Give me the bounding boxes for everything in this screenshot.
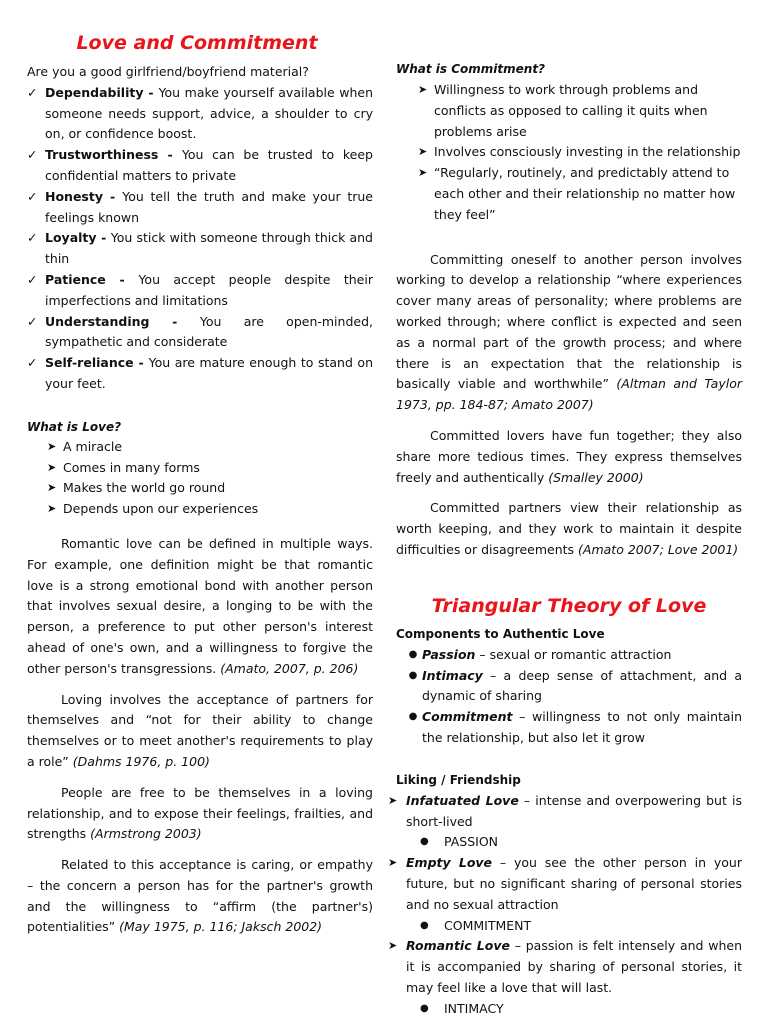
trait-item: ✓ Loyalty - You stick with someone through thick and thin: [27, 228, 373, 270]
arrow-bullet-icon: ➤: [418, 166, 428, 180]
checkmark-icon: ✓: [27, 313, 38, 329]
list-item: ● Intimacy – a deep sense of attachment, and a dynamic of sharing: [404, 666, 742, 708]
list-item: ● Commitment – willingness to not only maintain the relationship, but also let it grow: [404, 707, 742, 749]
paragraph: Committed partners view their relationship as worth keeping, and they work to maintain it despite difficulties or disagreements (Amato 2007; Love 2001): [396, 500, 742, 557]
intro-question: Are you a good girlfriend/boyfriend material?: [27, 64, 309, 79]
bullet-icon: ●: [408, 669, 418, 681]
checkmark-icon: ✓: [27, 271, 38, 287]
liking-heading: Liking / Friendship: [396, 772, 521, 787]
checkmark-icon: ✓: [27, 84, 38, 100]
list-item: ● Passion – sexual or romantic attraction: [404, 645, 742, 666]
paragraph: Related to this acceptance is caring, or empathy – the concern a person has for the partner's growth and the willingness to “affirm (the partner's) potentialities” (May 1975, p. 116; Jaksch 2002): [27, 857, 373, 935]
bullet-icon: ●: [420, 919, 429, 931]
list-item: ➤ Comes in many forms: [47, 458, 373, 479]
arrow-bullet-icon: ➤: [418, 83, 428, 96]
trait-item: ✓ Trustworthiness - You can be trusted to keep confidential matters to private: [27, 145, 373, 187]
what-is-commitment-heading: What is Commitment?: [396, 62, 546, 76]
checkmark-icon: ✓: [27, 147, 38, 163]
traits-list: [27, 83, 373, 395]
love-types-list: [388, 791, 742, 1020]
bullet-icon: ●: [420, 836, 429, 848]
commitment-points-list: [418, 80, 742, 226]
page-title: Love and Commitment: [76, 32, 318, 54]
list-item: ● INTIMACY: [420, 999, 742, 1020]
list-item: ● COMMITMENT: [420, 916, 742, 937]
arrow-bullet-icon: ➤: [418, 145, 428, 159]
triangular-theory-title: Triangular Theory of Love: [431, 594, 707, 617]
bullet-icon: ●: [408, 648, 418, 660]
list-item: ➤ Makes the world go round: [47, 478, 373, 499]
list-item: ➤ Infatuated Love – intense and overpowering but is short-lived: [388, 791, 742, 833]
right-column: [388, 0, 742, 1019]
list-item: ➤ Involves consciously investing in the relationship: [418, 142, 742, 163]
trait-item: ✓ Understanding - You are open-minded, sympathetic and considerate: [27, 312, 373, 354]
list-item: ➤ Romantic Love – passion is felt intensely and when it is accompanied by sharing of personal stories, it may feel like a love that will last.: [388, 936, 742, 998]
arrow-bullet-icon: ➤: [388, 939, 398, 953]
checkmark-icon: ✓: [27, 355, 38, 371]
bullet-icon: ●: [420, 1002, 429, 1014]
checkmark-icon: ✓: [27, 230, 38, 246]
list-item: ➤ Empty Love – you see the other person in your future, but no significant sharing of personal stories and no sexual attraction: [388, 853, 742, 915]
arrow-bullet-icon: ➤: [388, 856, 398, 870]
paragraph: Committed lovers have fun together; they also share more tedious times. They express themselves freely and authentically (Smalley 2000): [396, 427, 742, 485]
bullet-icon: ●: [408, 711, 418, 723]
arrow-bullet-icon: ➤: [47, 502, 57, 516]
list-item: ● PASSION: [420, 832, 742, 853]
arrow-bullet-icon: ➤: [47, 481, 57, 495]
checkmark-icon: ✓: [27, 188, 38, 204]
arrow-bullet-icon: ➤: [47, 439, 57, 453]
left-column: [27, 0, 373, 938]
trait-item: ✓ Patience - You accept people despite their imperfections and limitations: [27, 270, 373, 312]
list-item: ➤ Willingness to work through problems and conflicts as opposed to calling it quits when problems arise: [418, 80, 742, 142]
paragraph: Romantic love can be defined in multiple ways. For example, one definition might be that romantic love is a strong emotional bond with another person that involves sexual desire, a longing to be with the person, a preference to put other person's interest ahead of one's own, and a willingness to forgive the other person's transgressions. (Amato, 2007, p. 206): [27, 535, 373, 676]
arrow-bullet-icon: ➤: [388, 793, 398, 807]
what-is-love-heading: What is Love?: [27, 419, 122, 434]
trait-item: ✓ Self-reliance - You are mature enough to stand on your feet.: [27, 353, 373, 395]
list-item: ➤ “Regularly, routinely, and predictably attend to each other and their relationship no matter how they feel”: [418, 163, 742, 225]
components-heading: Components to Authentic Love: [396, 626, 605, 641]
paragraph: Committing oneself to another person involves working to develop a relationship “where experiences cover many areas of personality; where problems are worked through; where conflict is expected and seen as a normal part of the growth process; and where there is an expectation that the relationship is basically viable and worthwhile” (Altman and Taylor 1973, pp. 184-87; Amato 2007): [396, 251, 742, 413]
components-list: [404, 645, 742, 749]
list-item: ➤ Depends upon our experiences: [47, 499, 373, 520]
paragraph: People are free to be themselves in a loving relationship, and to expose their feelings, frailties, and strengths (Armstrong 2003): [27, 784, 373, 842]
trait-item: ✓ Honesty - You tell the truth and make your true feelings known: [27, 187, 373, 229]
list-item: ➤ A miracle: [47, 437, 373, 458]
trait-item: ✓ Dependability - You make yourself available when someone needs support, advice, a shoulder to cry on, or confidence boost.: [27, 83, 373, 145]
paragraph: Loving involves the acceptance of partners for themselves and “not for their ability to change themselves or to meet another's requirements to play a role” (Dahms 1976, p. 100): [27, 691, 373, 769]
love-points-list: [47, 437, 373, 520]
arrow-bullet-icon: ➤: [47, 460, 57, 474]
